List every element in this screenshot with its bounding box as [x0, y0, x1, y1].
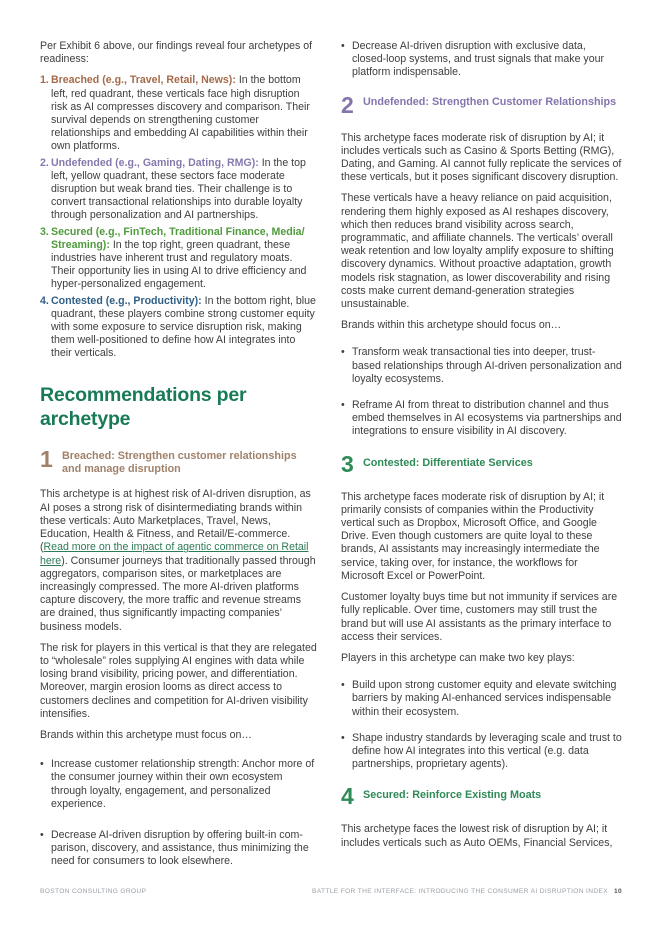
rec-2-paragraph-3: Brands within this archetype should focus on… [341, 319, 562, 332]
rec-1-paragraph-3: Brands within this archetype must focus on… [40, 728, 252, 741]
rec-2-bullets [341, 346, 622, 438]
retail-article-link[interactable]: Read more on the impact of agentic commerce on Retail here [40, 541, 309, 567]
page-number: 10 [613, 888, 622, 895]
list-item: • Decrease AI-driven disruption by offering built-in comparison, discovery, and assistance, thus minimizing the need for consumers to look elsewhere. [40, 829, 317, 869]
footer-company: BOSTON CONSULTING GROUP [40, 888, 147, 895]
rec-1-title: Breached: Strengthen customer relationships and manage disruption [62, 449, 297, 476]
archetype-text: In the bottom right, blue quadrant, these players combine strong customer equity with some exposure to service disruption risk, making them well-positioned to define how AI integrates into their verticals. [51, 294, 316, 360]
rec-1-number: 1 [40, 445, 53, 472]
rec-3-number: 3 [341, 450, 354, 477]
intro-paragraph: Per Exhibit 6 above, our findings reveal four archetypes of readiness: [40, 40, 313, 66]
rec-4-number: 4 [341, 783, 354, 810]
rec-2-paragraph-2: These verticals have a heavy reliance on paid acquisition, rendering them highly exposed as AI reshapes discovery, which then reduces brand visibility across search, programmatic, and affiliate channels. The verticals’ overall weak retention and low loyalty amplify exposure to shifting discovery dynamics. Without proactive adaptation, growth models risk stagnation, as lower discoverability and rising costs make current demand-generation strategies unsustainable. [341, 192, 614, 311]
footer-report-title: BATTLE FOR THE INTERFACE: INTRODUCING THE CONSUMER AI DISRUPTION INDEX [311, 888, 608, 895]
rec-1-paragraph-2: The risk for players in this vertical is that they are relegated to “wholesale” roles supplying AI engines with data while losing brand visibility, pricing power, and differentiation. Moreover, margin erosion looms as direct access to customers declines and competition for AI-driven visibility intensifies. [40, 641, 317, 720]
archetype-item-contested: 4. Contested (e.g., Productivity): In the bottom right, blue quadrant, these players combine strong customer equity with some exposure to service disruption risk, making them well-positioned to define how AI integrates into their verticals. [40, 294, 316, 360]
archetype-heading: Contested (e.g., Productivity): [51, 294, 202, 307]
rec-4-header [341, 785, 622, 811]
rec-3-paragraph-3: Players in this archetype can make two key plays: [341, 651, 575, 664]
rec-3-paragraph-1: This archetype faces moderate risk of disruption by AI; it primarily consists of companies within the Productivity vertical such as Dropbox, Microsoft Office, and Google Drive. Even though customers are quite loyal to these brands, AI assistants may increasingly intermediate the service, taking over, for instance, the workflows for Microsoft Excel or PowerPoint. [341, 490, 605, 582]
rec-4-title: Secured: Reinforce Existing Moats [363, 789, 542, 802]
rec-3-bullets [341, 679, 622, 771]
section-title: Recommendations per archetype [40, 383, 247, 430]
list-item: • Decrease AI-driven disruption with exclusive data, closed-loop systems, and trust signals that make your platform indispensable. [341, 40, 622, 80]
rec-3-header [341, 450, 622, 479]
page-footer [40, 888, 622, 895]
archetype-text: In the top left, yellow quadrant, these sectors face moderate disruption but weak brand ties. Their challenge is to convert transactional relationships into durable loyalty through personalization and AI partnerships. [51, 156, 306, 222]
archetype-item-breached: 1. Breached (e.g., Travel, Retail, News): In the bottom left, red quadrant, these verticals face high disruption risk as AI compresses discovery and comparison. Their survival depends on strengthening customer relationships and embedding AI capabilities within their own platforms. [40, 74, 310, 153]
continued-bullets [341, 40, 622, 80]
archetype-heading: Breached (e.g., Travel, Retail, News): [51, 74, 236, 87]
left-column [40, 40, 317, 882]
rec-2-number: 2 [341, 91, 354, 118]
rec-2-header [341, 91, 622, 120]
rec-2-title: Undefended: Strengthen Customer Relationships [363, 95, 617, 108]
rec-1-paragraph-1: This archetype is at highest risk of AI-driven disruption, as AI poses a strong risk of disintermediating brands within these verticals: Auto Marketplaces, Travel, News, Education, Health & Fitness, and Retail/E-commerce. (Read more on the impact of agentic commerce on Retail here). Consumer journeys that traditionally passed through aggregators, comparison sites, or marketplaces are increasingly compressed. The more AI-driven platforms capture discovery, the more traffic and revenue streams are drained, thus significantly impacting companies’ business models. [40, 488, 316, 633]
rec-1-bullets [40, 758, 317, 868]
list-item: • Increase customer relationship strength: Anchor more of the consumer journey within their own ecosystem through loyalty, engagement, and personalized experience. [40, 758, 317, 811]
archetype-item-secured: 3. Secured (e.g., FinTech, Traditional Finance, Media/ Streaming): In the top right, green quadrant, these industries have inherent trust and regulatory moats. Their opportunity lies in using AI to drive efficiency and hyper-personalized engagement. [40, 225, 307, 291]
right-column [341, 40, 622, 858]
list-item: • Shape industry standards by leveraging scale and trust to define how AI integrates into this vertical (e.g. data partnerships, proprietary agents). [341, 732, 622, 772]
list-item: • Build upon strong customer equity and elevate switching barriers by making AI-enhanced services indispensable within their ecosystem. [341, 679, 622, 719]
archetype-text: In the bottom left, red quadrant, these verticals face high disruption risk as AI compresses discovery and comparison. Their survival depends on strengthening customer relationships and embedding AI capabilities within their own platforms. [51, 74, 310, 153]
rec-2-paragraph-1: This archetype faces moderate risk of disruption by AI; it includes verticals such as Casino & Sports Betting (RMG), Dating, and Gaming. AI cannot fully replicate the services of these verticals, but it poses significant discovery disruption. [341, 131, 622, 184]
rec-1-header [40, 445, 317, 477]
rec-3-paragraph-2: Customer loyalty buys time but not immunity if services are fully replicable. Over time, customers may still trust the brand but will use AI assistants as the primary interface to access their services. [341, 591, 618, 643]
rec-3-title: Contested: Differentiate Services [363, 456, 533, 469]
list-item: • Reframe AI from threat to distribution channel and thus embed themselves in AI ecosystems via partnerships and integrations to ensure visibility in AI discovery. [341, 399, 622, 439]
archetype-heading: Secured (e.g., FinTech, Traditional Finance, Media/ Streaming): [51, 225, 305, 251]
archetype-text: In the top right, green quadrant, these industries have inherent trust and regulatory moats. Their opportunity lies in using AI to drive efficiency and hyper-personalized engagement. [51, 238, 307, 291]
archetype-heading: Undefended (e.g., Gaming, Dating, RMG): [51, 156, 259, 169]
archetype-list [40, 74, 317, 360]
list-item: • Transform weak transactional ties into deeper, trust-based relationships through AI-driven personalization and loyalty ecosystems. [341, 346, 622, 386]
rec-4-paragraph-1: This archetype faces the lowest risk of disruption by AI; it includes verticals such as Auto OEMs, Financial Services, [341, 823, 613, 849]
archetype-item-undefended: 2. Undefended (e.g., Gaming, Dating, RMG): In the top left, yellow quadrant, these sectors face moderate disruption but weak brand ties. Their challenge is to convert transactional relationships into durable loyalty through personalization and AI partnerships. [40, 156, 306, 222]
